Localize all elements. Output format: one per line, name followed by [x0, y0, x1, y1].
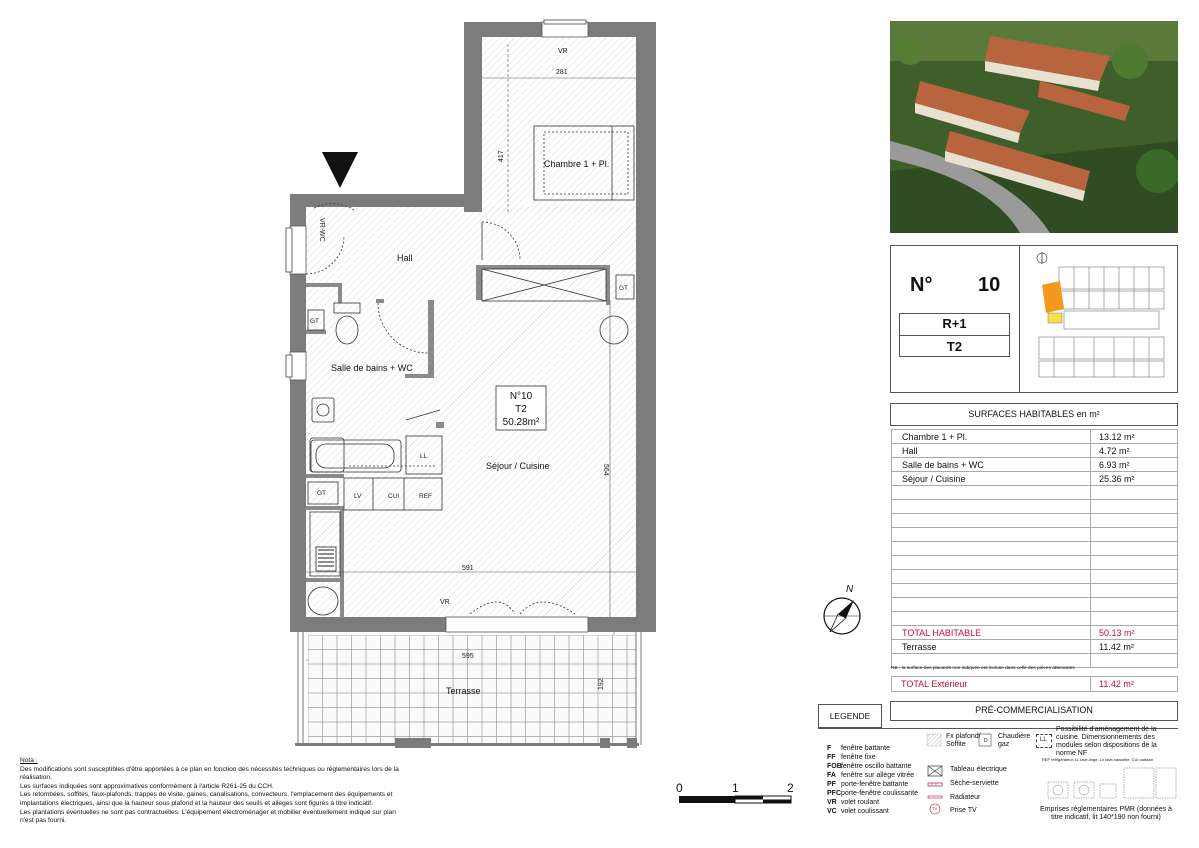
legend-ll: Possibilité d'aménagement de la cuisine. Dimensionnements des modules selon dispositions de la norme NF — [1056, 726, 1157, 757]
legend-prise-tv: Prise TV — [950, 807, 977, 814]
ll-legend-symbol: LL — [1040, 737, 1047, 743]
notes-line: Les plantations éventuelles ne sont pas contractuelles. L'équipement électroménager et mobilier éventuellement indiqué sur plan n'est pas fourni. — [20, 808, 396, 825]
dim-192: 192 — [598, 678, 605, 690]
ll-label: LL — [420, 453, 428, 460]
chaudiere-symbol: D — [984, 738, 988, 744]
scale-label-0: 0 — [676, 781, 683, 795]
unit-number: N°10 — [509, 391, 533, 402]
total-exterieur-label: TOTAL Extérieur — [901, 679, 968, 689]
room-label-hall: Hall — [397, 253, 413, 263]
seche-serviette-icon — [928, 783, 942, 786]
entrance-arrow-icon — [322, 152, 358, 188]
surfaces-note: NB : la surface des placards non indiquée est incluse dans celle des pièces attenantes — [891, 666, 1075, 671]
table-row: Hall 4.72 m² — [892, 444, 1178, 458]
lot-type: T2 — [946, 339, 963, 354]
key-plan-map — [1024, 249, 1174, 389]
aerial-view-image — [890, 21, 1178, 233]
prise-tv-symbol: TV — [932, 806, 938, 811]
legend-tableau: Tableau électrique — [950, 766, 1007, 773]
room-label-terrasse: Terrasse — [446, 686, 481, 696]
legend-fx-plafond: Fx plafond/ Soffite — [946, 733, 981, 748]
fx-plafond-icon — [927, 734, 941, 746]
legend-seche: Sèche-serviette — [950, 780, 999, 787]
dim-281: 281 — [556, 69, 568, 76]
surfaces-title: SURFACES HABITABLES en m² — [968, 409, 1100, 419]
surfaces-table — [891, 429, 1178, 668]
scale-label-2: 2 — [787, 781, 794, 795]
scale-label-1: 1 — [732, 781, 739, 795]
north-label: N — [846, 584, 854, 595]
dim-564: 564 — [602, 464, 609, 476]
unit-type: T2 — [515, 404, 527, 415]
notes-line: Des modifications sont susceptibles d'être apportées à ce plan en fonction des nécessités techniques ou réglementaires lors de la réalisation. — [20, 765, 399, 782]
room-label-sdb: Salle de bains + WC — [331, 363, 413, 373]
cui-label: CUI — [388, 493, 400, 500]
north-arrow-icon — [818, 584, 868, 638]
lv-label: LV — [354, 493, 362, 500]
dim-591: 591 — [462, 565, 474, 572]
table-row: Salle de bains + WC 6.93 m² — [892, 458, 1178, 472]
table-row: Séjour / Cuisine 25.36 m² — [892, 472, 1178, 486]
terrasse-row: Terrasse 11.42 m² — [892, 640, 1178, 654]
ref-label: REF — [419, 493, 432, 500]
gt-label-2: GT — [317, 490, 327, 497]
vrwc-label: VR-WC — [318, 218, 325, 242]
radiateur-icon — [928, 796, 942, 798]
legend-radiateur: Radiateur — [950, 794, 981, 801]
gt-label-3: GT — [619, 285, 629, 292]
notes-title: Nota : — [20, 757, 38, 764]
dim-595: 595 — [462, 653, 474, 660]
unit-area: 50.28m² — [502, 417, 540, 428]
dim-417: 417 — [498, 150, 505, 162]
vr-label-bottom: VR — [440, 599, 450, 606]
table-row: Chambre 1 + Pl. 13.12 m² — [892, 430, 1178, 444]
room-label-chambre: Chambre 1 + Pl. — [544, 159, 610, 169]
precom-label: PRÉ-COMMERCIALISATION — [975, 705, 1093, 715]
notes-block — [20, 757, 400, 826]
scale-bar — [678, 795, 794, 805]
legend-chaudiere: Chaudière gaz — [998, 733, 1031, 748]
notes-line: Les retombées, soffites, faux-plafonds, trappes de visite, gaines, canalisations, convecteurs, l'emplacement des équipements et implantations électriques, ainsi que la hauteur sous plafond et la hauteur des seuils et allèges sont figurés à titre indicatif. — [20, 791, 393, 807]
lot-number-value: 10 — [978, 274, 1001, 296]
notes-line: Les surfaces indiquées sont approximatives conformément à l'article R261-25 du CCH. — [20, 782, 274, 790]
legend-pmr: Emprises réglementaires PMR (données à titre indicatif, lit 140*190 non fourni) — [1040, 806, 1172, 821]
pmr-diagrams — [1044, 764, 1178, 804]
gt-label-1: GT — [310, 318, 320, 325]
room-label-sejour: Séjour / Cuisine — [486, 461, 550, 471]
legend-title: LEGENDE — [829, 711, 871, 721]
total-habitable-row: TOTAL HABITABLE 50.13 m² — [892, 626, 1178, 640]
vr-label-top: VR — [558, 48, 568, 55]
legend-ref: REF réfrigérateur, LL lave-linge, LV lave-vaisselle, CUI caisson — [1042, 757, 1154, 762]
lot-number-label: N° — [910, 274, 933, 296]
lot-level: R+1 — [942, 316, 967, 331]
total-exterieur-value: 11.42 m² — [1099, 679, 1134, 689]
